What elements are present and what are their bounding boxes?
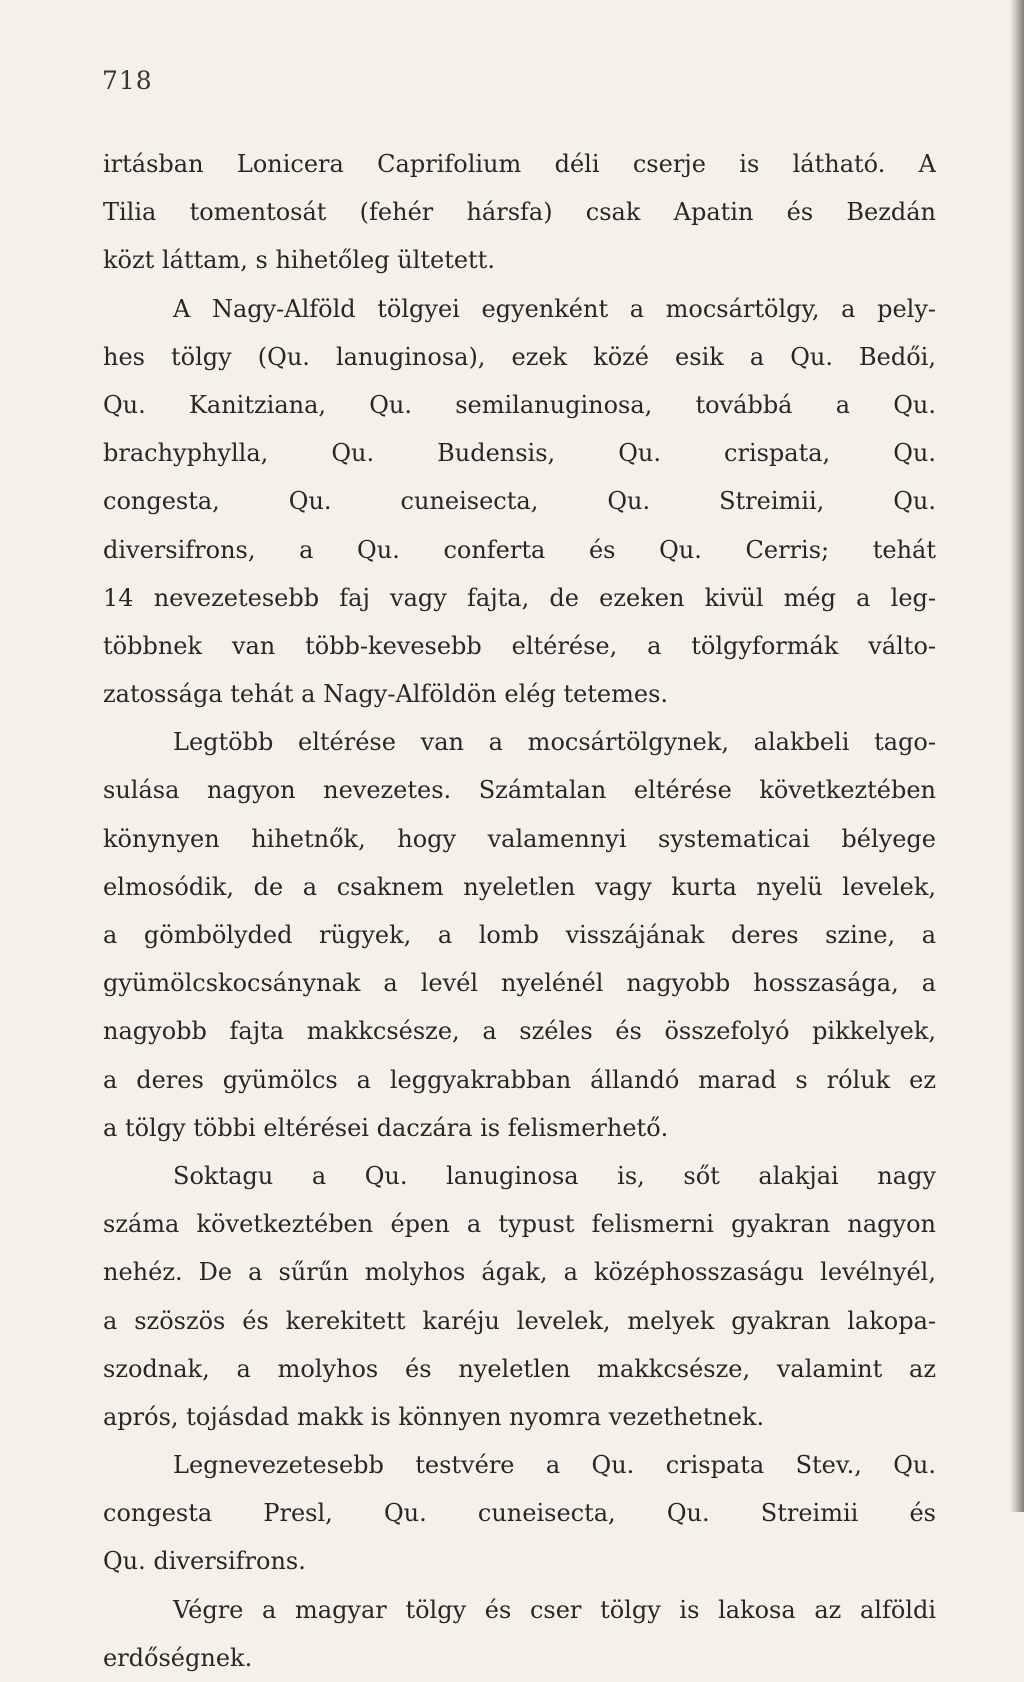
text-line: száma következtében épen a typust felismerni gyakran nagyon [103, 1210, 936, 1239]
text-line: a tölgy többi eltérései daczára is felismerhető. [103, 1113, 669, 1142]
text-line: Végre a magyar tölgy és cser tölgy is lakosa az alföldi [173, 1595, 936, 1624]
text-line: Legnevezetesebb testvére a Qu. crispata Stev., Qu. [173, 1451, 936, 1480]
text-line: nagyobb fajta makkcsésze, a széles és összefolyó pikkelyek, [103, 1017, 936, 1046]
text-line: Qu. diversifrons. [103, 1547, 306, 1576]
text-line: hes tölgy (Qu. lanuginosa), ezek közé esik a Qu. Bedői, [103, 342, 936, 371]
page-edge-shadow [1010, 0, 1024, 1512]
text-line: irtásban Lonicera Caprifolium déli cserje is látható. A [103, 150, 936, 178]
text-line: brachyphylla, Qu. Budensis, Qu. crispata, Qu. [103, 439, 936, 468]
text-line: congesta, Qu. cuneisecta, Qu. Streimii, Qu. [103, 487, 936, 516]
text-line: A Nagy-Alföld tölgyei egyenként a mocsártölgy, a pely- [173, 294, 936, 323]
text-line: nehéz. De a sűrűn molyhos ágak, a középhosszaságu levélnyél, [103, 1258, 936, 1287]
text-line: Qu. Kanitziana, Qu. semilanuginosa, továbbá a Qu. [103, 390, 936, 419]
text-line: sulása nagyon nevezetes. Számtalan eltérése következtében [103, 776, 936, 805]
text-line: könynyen hihetnők, hogy valamennyi systematicai bélyege [103, 824, 936, 853]
text-line: Tilia tomentosát (fehér hársfa) csak Apatin és Bezdán [103, 198, 936, 227]
text-line: a szöszös és kerekitett karéju levelek, melyek gyakran lakopa- [103, 1306, 936, 1335]
text-line: Soktagu a Qu. lanuginosa is, sőt alakjai nagy [173, 1161, 936, 1190]
text-line: szodnak, a molyhos és nyeletlen makkcsésze, valamint az [103, 1354, 936, 1383]
text-line: a deres gyümölcs a leggyakrabban állandó marad s róluk ez [103, 1065, 936, 1094]
text-line: diversifrons, a Qu. conferta és Qu. Cerris; tehát [103, 535, 936, 564]
text-line: 14 nevezetesebb faj vagy fajta, de ezeken kivül még a leg- [103, 583, 936, 612]
text-line: erdőségnek. [103, 1643, 253, 1672]
body-text [103, 140, 936, 1682]
text-line: a gömbölyded rügyek, a lomb visszájának deres szine, a [103, 921, 936, 949]
text-line: közt láttam, s hihetőleg ültetett. [103, 246, 495, 275]
text-line: zatossága tehát a Nagy-Alföldön elég tetemes. [103, 680, 669, 709]
text-line: aprós, tojásdad makk is könnyen nyomra vezethetnek. [103, 1402, 765, 1431]
text-line: congesta Presl, Qu. cuneisecta, Qu. Streimii és [103, 1499, 936, 1528]
text-line: elmosódik, de a csaknem nyeletlen vagy kurta nyelü levelek, [103, 872, 936, 901]
text-line: gyümölcskocsánynak a levél nyelénél nagyobb hosszasága, a [103, 969, 936, 998]
text-line: többnek van több-kevesebb eltérése, a tölgyformák válto- [103, 631, 936, 660]
page-number: 718 [102, 66, 153, 95]
text-line: Legtöbb eltérése van a mocsártölgynek, alakbeli tago- [173, 728, 936, 757]
